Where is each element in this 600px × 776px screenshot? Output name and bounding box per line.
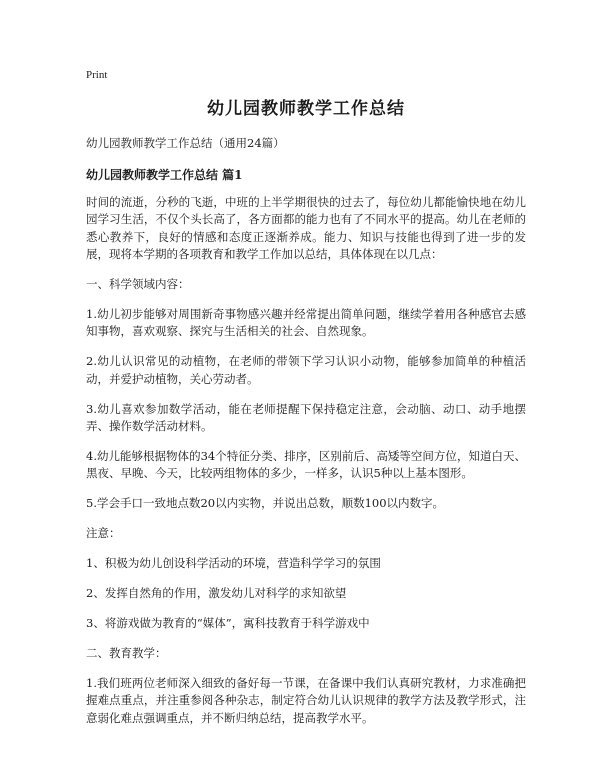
part1-item: 4.幼儿能够根据物体的34个特征分类、排序，区别前后、高矮等空间方位，知道白天、黑夜、早晚、今天，比较两组物体的多少，一样多，认识5种以上基本图形。: [86, 448, 526, 481]
document-title: 幼儿园教师教学工作总结: [207, 99, 405, 119]
part2-item: 1.我们班两位老师深入细致的备好每一节课，在备课中我们认真研究教材，力求准确把握难点重点，并注重参阅各种杂志，制定符合幼儿认识规律的教学方法及教学形式，注意弱化难点强调重点，并不断归纳总结，提高教学水平。: [86, 675, 526, 725]
note-item: 2、发挥自然角的作用，激发幼儿对科学的求知欲望: [86, 586, 347, 600]
part1-item: 1.幼儿初步能够对周围新奇事物感兴趣并经常提出简单问题，继续学着用各种感官去感知事物，喜欢观察、探究与生活相关的社会、自然现象。: [86, 307, 526, 339]
section-heading: 幼儿园教师教学工作总结 篇1: [86, 168, 243, 182]
part1-item: 2.幼儿认识常见的动植物，在老师的带领下学习认识小动物，能够参加简单的种植活动，并爱护动植物，关心劳动者。: [86, 354, 526, 386]
note-item: 3、将游戏做为教育的“媒体”，寓科技教育于科学游戏中: [86, 615, 370, 630]
part1-item: 3.幼儿喜欢参加数学活动，能在老师提醒下保持稳定注意，会动脑、动口、动手地摆弄、操作数学活动材料。: [86, 401, 526, 434]
intro-paragraph: 时间的流逝，分秒的飞逝，中班的上半学期很快的过去了，每位幼儿都能愉快地在幼儿园学习生活，不仅个头长高了，各方面都的能力也有了不同水平的提高。幼儿在老师的悉心教养下，良好的情感和态度正逐渐养成。能力、知识与技能也得到了进一步的发展，现将本学期的各项教育和教学工作加以总结，具体体现在以几点：: [86, 195, 526, 262]
document-subtitle: 幼儿园教师教学工作总结（通用24篇）: [86, 136, 285, 150]
part1-heading: 一、科学领域内容：: [86, 277, 190, 292]
part2-heading: 二、教育教学：: [86, 645, 167, 660]
notes-heading: 注意：: [86, 526, 121, 541]
document-page: [86, 68, 526, 739]
print-label[interactable]: Print: [86, 69, 108, 81]
note-item: 1、积极为幼儿创设科学活动的环境，营造科学学习的氛围: [86, 556, 381, 571]
part1-item: 5.学会手口一致地点数20以内实物，并说出总数，顺数100以内数字。: [86, 496, 445, 511]
